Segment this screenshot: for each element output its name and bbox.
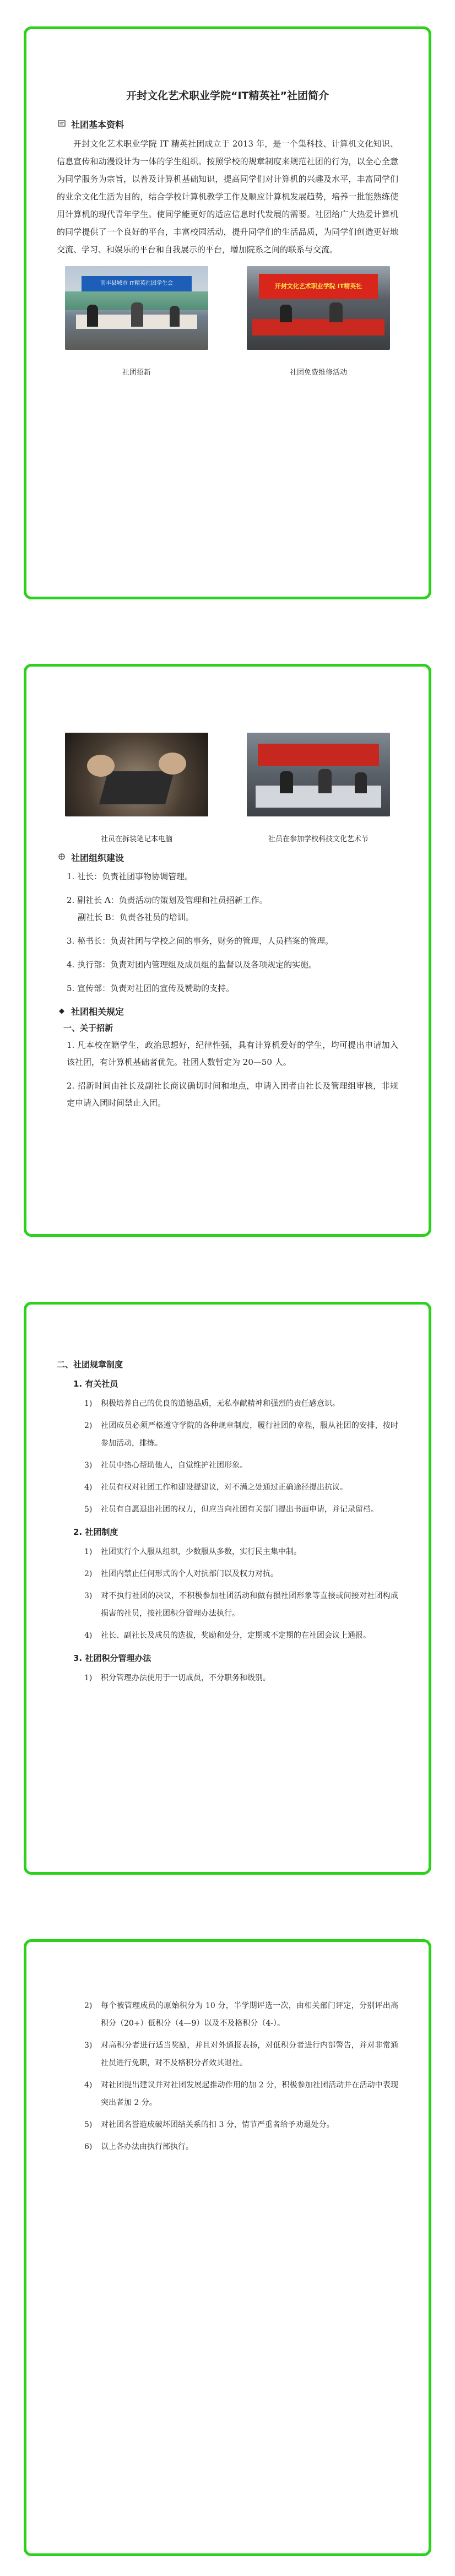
points-heading: 3. 社团积分管理办法 xyxy=(73,1653,151,1663)
recruit-heading: 一、关于招新 xyxy=(63,1023,113,1033)
photo-festival xyxy=(247,733,390,843)
photo-repair xyxy=(247,266,390,377)
rule-item: 6) 以上各办法由执行部执行。 xyxy=(84,2142,193,2151)
recruitment-banner: 南丰县城市 IT精英社团学生会 xyxy=(82,276,192,291)
page-2 xyxy=(24,664,431,1237)
recruit-item: 2. 招新时间由社长及副社长商议确切时间和地点，申请入团者由社长及管理组审核，非规定申请入团时间禁止入团。 xyxy=(67,1081,398,1108)
system-heading: 2. 社团制度 xyxy=(73,1527,118,1537)
photo-caption: 社员在拆装笔记本电脑 xyxy=(100,835,172,843)
rule-item: 2) 社团成员必须严格遵守学院的各种规章制度，履行社团的章程，服从社团的安排，按时参加活动，排练。 xyxy=(84,1421,398,1448)
rule-item: 4) 社长、副社长及成员的选拔，奖励和处分，定期或不定期的在社团会议上通报。 xyxy=(84,1631,371,1640)
page-3 xyxy=(24,1302,431,1875)
photo-recruitment-image xyxy=(65,266,208,350)
members-heading: 1. 有关社员 xyxy=(73,1379,118,1389)
org-item: 5. 宣传部：负责对社团的宣传及赞助的支持。 xyxy=(67,983,235,993)
rule-item: 5) 对社团名誉造成破坏团结关系的扣 3 分，情节严重者给予劝退处分。 xyxy=(84,2120,334,2129)
rule-item: 4) 对社团提出建议并对社团发展起推动作用的加 2 分，积极参加社团活动并在活动中表现突出者加 2 分。 xyxy=(84,2081,398,2107)
org-item: 3. 秘书长：负责社团与学校之间的事务，财务的管理，人员档案的管理。 xyxy=(67,936,334,946)
repair-banner: 开封文化艺术职业学院 IT精英社 xyxy=(259,274,378,299)
photo-laptop-image xyxy=(65,733,208,816)
org-item: 副社长 B：负责各社员的培训。 xyxy=(78,912,194,922)
rule-item: 1) 社团实行个人服从组织，少数服从多数，实行民主集中制。 xyxy=(84,1547,301,1556)
bullet-icon: ◆ xyxy=(59,1007,64,1015)
document-icon xyxy=(57,120,67,129)
org-item: 1. 社长：负责社团事物协调管理。 xyxy=(67,872,193,881)
rule-item: 1) 积极培养自己的优良的道德品质，无私奉献精神和强烈的责任感意识。 xyxy=(84,1399,340,1408)
rule-item: 1) 积分管理办法使用于一切成员，不分职务和级别。 xyxy=(84,1674,270,1682)
photo-laptop xyxy=(65,733,208,843)
rule-item: 2) 每个被管理成员的原始积分为 10 分，半学期评选一次，由相关部门评定，分别评出高积分（20+）低积分（4—9）以及不及格积分（4-）。 xyxy=(84,2001,398,2028)
org-icon xyxy=(57,853,67,863)
photo-caption: 社员在参加学校科技文化艺术节 xyxy=(268,835,369,843)
photo-row-2 xyxy=(26,733,429,843)
rule-item: 4) 社员有权对社团工作和建设提建议，对不满之处通过正确途径提出抗议。 xyxy=(84,1483,348,1492)
section-basic-heading: 社团基本资料 xyxy=(57,118,398,131)
photo-repair-image xyxy=(247,266,390,350)
recruit-item: 1. 凡本校在籍学生，政治思想好，纪律性强，具有计算机爱好的学生，均可提出申请加入该社团，有计算机基础者优先。社团人数暂定为 20—50 人。 xyxy=(67,1040,398,1067)
photo-caption: 社团招新 xyxy=(122,369,151,377)
rule-item: 3) 社员中热心帮助他人，自觉维护社团形象。 xyxy=(84,1461,247,1470)
rule-item: 2) 社团内禁止任何形式的个人对抗部门以及权力对抗。 xyxy=(84,1570,278,1578)
photo-recruitment xyxy=(65,266,208,377)
org-item: 2. 副社长 A：负责活动的策划及管理和社员招新工作。 xyxy=(67,895,268,905)
basic-description: 开封文化艺术职业学院 IT 精英社团成立于 2013 年，是一个集科技、计算机文化知识、信息宣传和动漫设计为一体的学生组织。按照学校的规章制度来规范社团的行为，以全心全意为同学服务为宗旨，以普及计算机基础知识，提高同学们对计算机的兴趣及水平，丰富同学们的业余文化生活为目的，结合学校计算机教学工作及顺应计算机发展趋势，培养一批能熟练使用计算机的现代青年学生。使同学能更好的适应信息时代发展的需要。社团给广大热爱计算机的同学提供了一个良好的平台，丰富校园活动，提升同学们的生活品质，为同学们创造更好地交流、学习、和娱乐的平台和自我展示的平台，增加院系之间的联系与交流。 xyxy=(57,139,398,255)
photo-caption: 社团免费维修活动 xyxy=(289,369,347,377)
discipline-heading: 二、社团规章制度 xyxy=(57,1360,123,1370)
page-title: 开封文化艺术职业学院“IT精英社”社团简介 xyxy=(126,90,329,102)
page-1 xyxy=(24,26,431,599)
rule-item: 3) 对不执行社团的决议，不积极参加社团活动和做有损社团形象等直接或间接对社团构成损害的社员，按社团积分管理办法执行。 xyxy=(84,1592,398,1618)
section-rules-heading: ◆ 社团相关规定 xyxy=(57,1005,398,1018)
org-item: 4. 执行部：负责对团内管理组及成员组的监督以及各项规定的实施。 xyxy=(67,960,317,970)
section-org-heading: 社团组织建设 xyxy=(57,851,398,864)
rule-item: 3) 对高积分者进行适当奖励，并且对外通报表扬，对低积分者进行内部警告，并对非常通社员进行免职，对不及格积分者效其退社。 xyxy=(84,2041,398,2068)
photo-festival-image xyxy=(247,733,390,816)
photo-row-1 xyxy=(26,266,429,377)
page-4 xyxy=(24,1939,431,2556)
rule-item: 5) 社员有自愿退出社团的权力，但应当向社团有关部门提出书面申请，并记录留档。 xyxy=(84,1505,378,1514)
